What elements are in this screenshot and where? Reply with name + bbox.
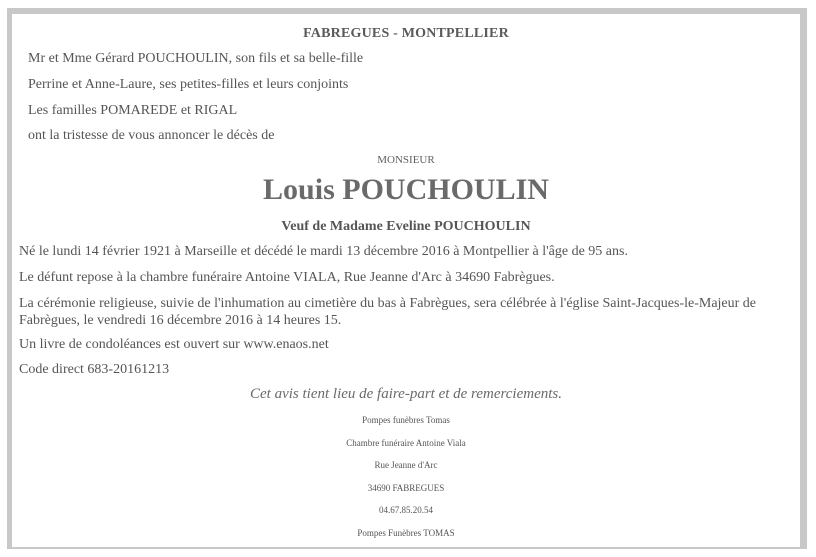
resting-place-paragraph: Le défunt repose à la chambre funéraire Antoine VIALA, Rue Jeanne d'Arc à 34690 Fabrègues.: [19, 270, 555, 285]
footer-funeral-chamber: Chambre funéraire Antoine Viala: [346, 438, 466, 448]
widow-line: Veuf de Madame Eveline POUCHOULIN: [281, 219, 531, 234]
notice-line: Cet avis tient lieu de faire-part et de remerciements.: [250, 386, 562, 402]
footer-funeral-home: Pompes funèbres Tomas: [362, 415, 450, 425]
footer-company: Pompes Funèbres TOMAS: [357, 528, 455, 538]
condolences-paragraph: Un livre de condoléances est ouvert sur www.enaos.net: [19, 337, 329, 352]
family-line-son: Mr et Mme Gérard POUCHOULIN, son fils et sa belle-fille: [28, 51, 364, 66]
footer-phone: 04.67.85.20.54: [379, 505, 433, 515]
footer-street: Rue Jeanne d'Arc: [374, 460, 438, 470]
footer-city: 34690 FABREGUES: [367, 483, 445, 493]
announcement-line: ont la tristesse de vous annoncer le décès de: [28, 128, 275, 143]
direct-code: Code direct 683-20161213: [19, 362, 170, 377]
ceremony-paragraph: La cérémonie religieuse, suivie de l'inhumation au cimetière du bas à Fabrègues, sera célébrée à l'église Saint-Jacques-le-Majeur de Fabrègues, le vendredi 16 décembre 2016 à 14 heures 15.: [19, 296, 757, 328]
location-header: FABREGUES - MONTPELLIER: [303, 26, 509, 41]
notice-frame: [7, 8, 807, 549]
family-line-granddaughters: Perrine et Anne-Laure, ses petites-filles et leurs conjoints: [28, 77, 349, 92]
birth-death-paragraph: Né le lundi 14 février 1921 à Marseille et décédé le mardi 13 décembre 2016 à Montpellier à l'âge de 95 ans.: [19, 244, 628, 259]
deceased-name: Louis POUCHOULIN: [263, 173, 549, 206]
family-line-families: Les familles POMAREDE et RIGAL: [28, 103, 238, 118]
obituary-card: [12, 14, 800, 547]
honorific: MONSIEUR: [377, 154, 435, 166]
